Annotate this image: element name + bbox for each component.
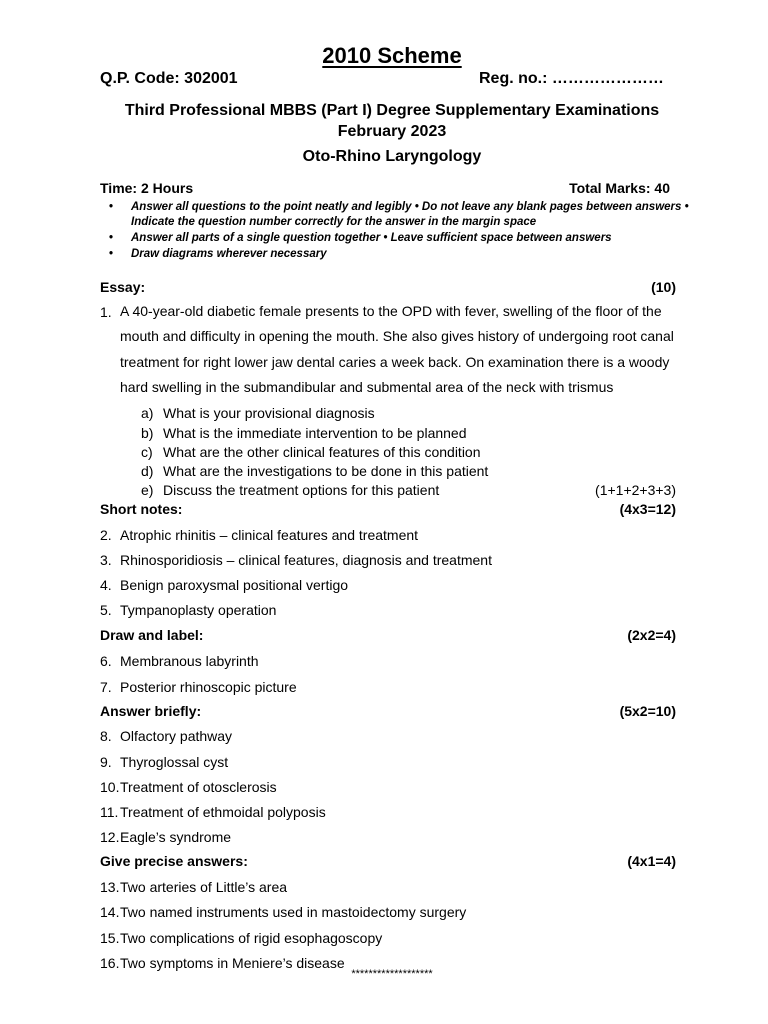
answer-briefly-marks: (5x2=10) bbox=[619, 703, 676, 719]
draw-label-marks: (2x2=4) bbox=[627, 627, 676, 643]
subject-title: Oto-Rhino Laryngology bbox=[302, 148, 482, 165]
question-number: 11. bbox=[100, 804, 119, 820]
end-marker: ******************* bbox=[351, 968, 433, 980]
subquestion bbox=[141, 444, 481, 460]
subquestion-text: What is the immediate intervention to be planned bbox=[163, 425, 467, 441]
subquestion bbox=[141, 463, 488, 479]
question-number: 9. bbox=[100, 754, 112, 770]
question-item bbox=[100, 679, 297, 695]
question-text: Treatment of ethmoidal polyposis bbox=[120, 804, 326, 820]
subquestion-text: What is your provisional diagnosis bbox=[163, 405, 375, 421]
question-text: Two complications of rigid esophagoscopy bbox=[120, 930, 383, 946]
precise-marks: (4x1=4) bbox=[627, 853, 676, 869]
question-text: Tympanoplasty operation bbox=[120, 602, 277, 618]
question-item bbox=[100, 779, 277, 795]
question-text: Membranous labyrinth bbox=[120, 653, 259, 669]
question-text: Olfactory pathway bbox=[120, 728, 233, 744]
draw-label-heading: Draw and label: bbox=[100, 627, 204, 643]
scheme-title: 2010 Scheme bbox=[322, 43, 462, 68]
exam-date: February 2023 bbox=[337, 123, 447, 140]
question-text: Treatment of otosclerosis bbox=[120, 779, 277, 795]
question-item bbox=[100, 930, 382, 946]
question-item bbox=[100, 577, 348, 593]
subquestion bbox=[141, 482, 439, 498]
question-item bbox=[100, 728, 232, 744]
reg-number: Reg. no.: ………………… bbox=[479, 70, 664, 87]
subquestion-label: a) bbox=[141, 405, 154, 421]
subquestion bbox=[141, 405, 375, 421]
subquestion-text: Discuss the treatment options for this patient bbox=[163, 482, 440, 498]
question-item bbox=[100, 527, 418, 543]
subquestion bbox=[141, 425, 467, 441]
question-text: Atrophic rhinitis – clinical features and treatment bbox=[120, 527, 419, 543]
question-text: Thyroglossal cyst bbox=[120, 754, 229, 770]
question-text: Two named instruments used in mastoidectomy surgery bbox=[120, 904, 467, 920]
precise-heading: Give precise answers: bbox=[100, 853, 248, 869]
subquestion-label: d) bbox=[141, 463, 154, 479]
question-text: Two symptoms in Meniere’s disease bbox=[120, 955, 345, 971]
question-number: 5. bbox=[100, 602, 112, 618]
qp-code: Q.P. Code: 302001 bbox=[100, 70, 238, 87]
time-allowed: Time: 2 Hours bbox=[100, 180, 194, 196]
question-text: Benign paroxysmal positional vertigo bbox=[120, 577, 349, 593]
answer-briefly-heading: Answer briefly: bbox=[100, 703, 202, 719]
exam-title: Third Professional MBBS (Part I) Degree Supplementary Examinations bbox=[124, 102, 660, 119]
subquestion-text: What are the other clinical features of this condition bbox=[163, 444, 481, 460]
question-item bbox=[100, 602, 276, 618]
short-notes-heading: Short notes: bbox=[100, 501, 183, 517]
instruction-item: • Answer all parts of a single question together • Leave sufficient space between answers bbox=[131, 231, 701, 246]
subquestion-label: c) bbox=[141, 444, 153, 460]
instruction-item: • Answer all questions to the point neatly and legibly • Do not leave any blank pages between answers • Indicate the question number correctly for the answer in the margin space bbox=[131, 200, 701, 229]
question-item bbox=[100, 879, 287, 895]
question-number: 10. bbox=[100, 779, 120, 795]
essay-heading: Essay: bbox=[100, 279, 146, 295]
subquestion-label: e) bbox=[141, 482, 154, 498]
question-item bbox=[100, 804, 326, 820]
question-text: Posterior rhinoscopic picture bbox=[120, 679, 297, 695]
instructions-list bbox=[100, 200, 701, 263]
question-number: 15. bbox=[100, 930, 120, 946]
essay-marks: (10) bbox=[651, 279, 676, 295]
question-number: 2. bbox=[100, 527, 112, 543]
question-1-text: A 40-year-old diabetic female presents to the OPD with fever, swelling of the floor of the mouth and difficulty in opening the mouth. She also gives history of undergoing root canal treatment for right lower jaw dental caries a week back. On examination there is a woody hard swelling in the submandibular and submental area of the neck with trismus bbox=[120, 303, 674, 395]
subquestion-marks: (1+1+2+3+3) bbox=[595, 482, 676, 498]
question-number: 1. bbox=[100, 304, 112, 320]
total-marks: Total Marks: 40 bbox=[569, 180, 670, 196]
subquestion-label: b) bbox=[141, 425, 154, 441]
question-number: 6. bbox=[100, 653, 112, 669]
question-text: Rhinosporidiosis – clinical features, diagnosis and treatment bbox=[120, 552, 492, 568]
question-number: 7. bbox=[100, 679, 112, 695]
short-notes-marks: (4x3=12) bbox=[619, 501, 676, 517]
question-number: 12. bbox=[100, 829, 120, 845]
question-number: 4. bbox=[100, 577, 112, 593]
question-item bbox=[100, 754, 228, 770]
question-item bbox=[100, 829, 231, 845]
question-number: 13. bbox=[100, 879, 120, 895]
question-number: 16. bbox=[100, 955, 120, 971]
instruction-item: • Draw diagrams wherever necessary bbox=[131, 247, 701, 262]
question-item bbox=[100, 653, 259, 669]
question-item bbox=[100, 904, 466, 920]
question-text: Eagle’s syndrome bbox=[120, 829, 232, 845]
subquestion-text: What are the investigations to be done in this patient bbox=[163, 463, 489, 479]
question-number: 3. bbox=[100, 552, 112, 568]
question-text: Two arteries of Little’s area bbox=[120, 879, 288, 895]
question-item bbox=[100, 552, 492, 568]
question-number: 14. bbox=[100, 904, 120, 920]
question-number: 8. bbox=[100, 728, 112, 744]
